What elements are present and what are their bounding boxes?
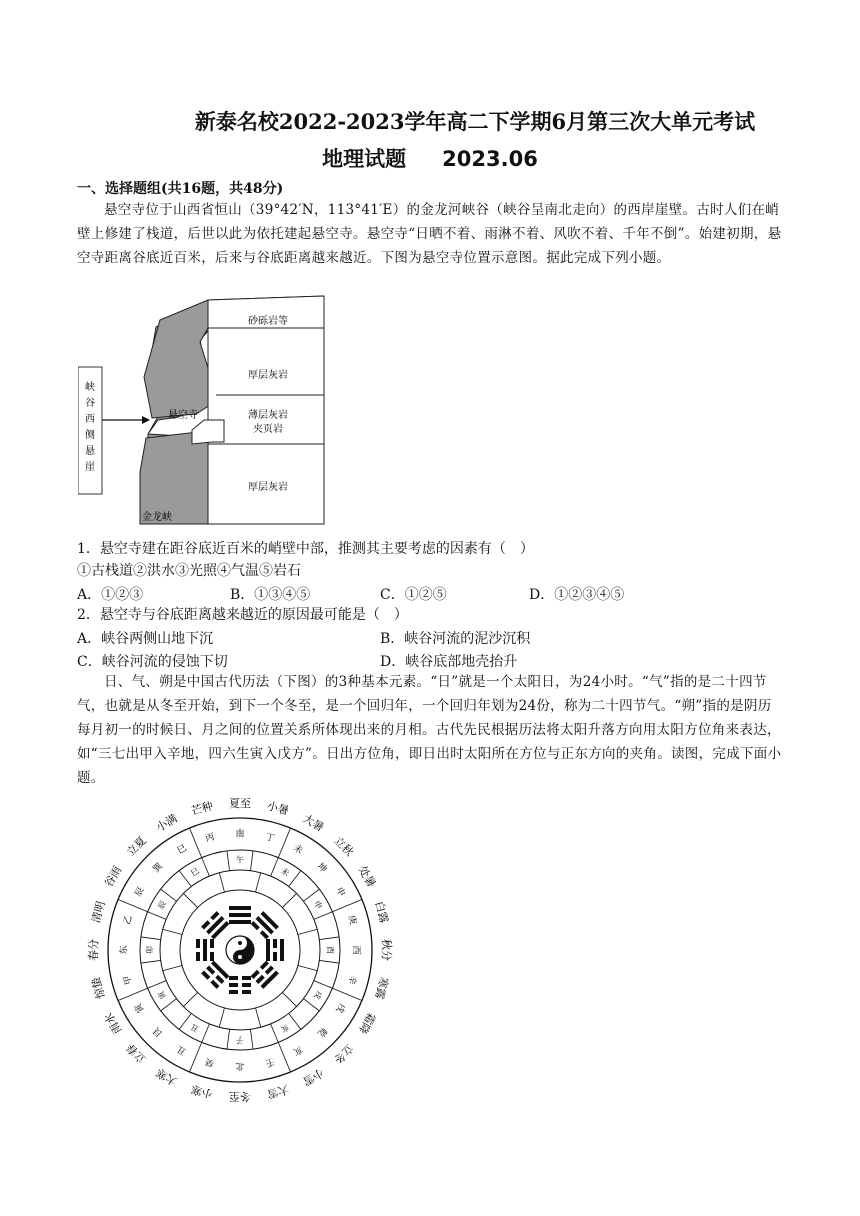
divider-line (298, 966, 317, 971)
branch-label: 亥 (279, 1022, 291, 1034)
divider-line (141, 960, 161, 963)
divider-line (202, 1024, 210, 1042)
divider-line (161, 889, 177, 901)
divider-line (179, 1013, 191, 1029)
layer-label-4: 厚层灰岩 (248, 482, 288, 493)
divider-line (183, 893, 197, 907)
trigram-icon (201, 961, 229, 989)
divider-line (303, 889, 319, 901)
solar-term-label: 冬至 (229, 1090, 251, 1103)
layer-label-2: 厚层灰岩 (248, 370, 288, 381)
q2-option-c[interactable]: C．峡谷河流的侵蚀下切 (77, 654, 228, 670)
divider-line (183, 992, 197, 1006)
direction-label: 未 (291, 843, 305, 857)
solar-term-label: 大寒 (153, 1065, 180, 1089)
solar-term-label: 大暑 (300, 811, 327, 835)
direction-label: 辛 (345, 974, 358, 986)
direction-label: 丁 (264, 832, 276, 845)
solar-term-label: 夏至 (229, 797, 251, 810)
solar-term-label: 谷雨 (101, 863, 125, 890)
passage-2: 日、气、朔是中国古代历法（下图）的3种基本元素。“日”就是一个太阳日，为24小时。“气”指的是二十四节气，也就是从冬至开始，到下一个冬至，是一个回归年，一个回归年划为24份，称为二十四节气。“朔”指的是阴历每月初一的时候日、月之间的位置关系所体现出来的月相。古代先民根据历法将太阳升落方向用太阳方位角来表达，如“三七出甲入辛地，四六生寅入戊方”。日出方位角，即日出时太阳所在方位与正东方向的夹角。读图，完成下面小题。 (77, 674, 782, 786)
branch-label: 未 (279, 866, 291, 878)
divider-line (314, 912, 332, 920)
divider-line (289, 871, 301, 887)
branch-label: 申 (312, 899, 324, 911)
direction-label: 南 (235, 829, 245, 840)
q1-option-a[interactable]: A．①②③ (77, 587, 144, 603)
q1-option-b[interactable]: B．①③④⑤ (230, 587, 311, 603)
q2-option-d[interactable]: D．峡谷底部地壳抬升 (380, 654, 518, 670)
divider-line (163, 929, 182, 934)
divider-line (163, 966, 182, 971)
direction-label: 甲 (122, 974, 135, 986)
layer-label-3b: 夹页岩 (253, 424, 283, 435)
branch-label: 卯 (145, 946, 155, 954)
divider-line (118, 899, 148, 911)
divider-line (256, 873, 261, 892)
divider-line (278, 1042, 290, 1072)
solar-term-label: 清明 (89, 899, 108, 925)
yin-yang-icon (226, 936, 254, 964)
layer-label-3: 薄层灰岩 (248, 410, 288, 421)
valley-label: 金龙峡 (142, 512, 172, 523)
cliff-lower (140, 432, 214, 524)
divider-line (148, 981, 166, 989)
direction-label: 寅 (133, 1001, 147, 1015)
solar-term-label: 惊蛰 (89, 975, 108, 1001)
q2-option-b[interactable]: B．峡谷河流的泥沙沉积 (380, 631, 531, 647)
solar-term-label: 立秋 (331, 834, 356, 859)
direction-label: 乾 (314, 1024, 329, 1039)
branch-label: 酉 (325, 946, 335, 954)
solar-term-label: 寒露 (372, 975, 391, 1001)
divider-line (202, 858, 210, 876)
trigram-icon (229, 906, 251, 924)
exam-date: 2023.06 (442, 147, 538, 171)
solar-term-label: 雨水 (101, 1010, 125, 1037)
direction-label: 戌 (333, 1001, 347, 1015)
layer-label-1: 砂砾岩等 (248, 316, 288, 327)
direction-label: 癸 (204, 1055, 216, 1068)
divider-line (332, 988, 362, 1000)
branch-label: 辰 (156, 899, 168, 911)
solar-term-label: 霜降 (355, 1010, 379, 1037)
solar-term-label: 立冬 (331, 1041, 356, 1066)
divider-line (298, 929, 317, 934)
direction-label: 壬 (264, 1055, 276, 1068)
question-2-stem: 2．悬空寺与谷底距离越来越近的原因最可能是（ ） (77, 607, 408, 623)
divider-line (179, 871, 191, 887)
direction-label: 艮 (151, 1024, 166, 1039)
solar-term-label: 白露 (372, 899, 391, 925)
solar-term-label: 小寒 (189, 1082, 215, 1101)
branch-label: 巳 (189, 866, 201, 878)
solar-term-label: 立夏 (124, 834, 149, 859)
arrow-head (142, 416, 150, 424)
direction-label: 辰 (133, 885, 147, 899)
divider-line (250, 851, 253, 871)
trigram-icon (201, 911, 229, 939)
direction-label: 亥 (291, 1043, 305, 1057)
direction-label: 东 (119, 945, 130, 955)
divider-line (282, 893, 296, 907)
question-1-stem: 1．悬空寺建在距谷底近百米的峭壁中部，推测其主要考虑的因素有（ ） (77, 541, 534, 557)
divider-line (189, 1042, 201, 1072)
q1-option-c[interactable]: C．①②⑤ (380, 587, 447, 603)
branch-label: 子 (236, 1035, 244, 1045)
direction-label: 巳 (175, 843, 189, 857)
branch-label: 丑 (189, 1022, 201, 1034)
solar-term-label: 芒种 (189, 799, 215, 818)
trigram-icon (251, 961, 279, 989)
divider-line (319, 960, 339, 963)
direction-label: 坤 (314, 861, 329, 876)
divider-line (141, 937, 161, 940)
direction-label: 庚 (345, 914, 358, 926)
q2-option-a[interactable]: A．峡谷两侧山地下沉 (77, 631, 214, 647)
figure-solar-terms-wheel (82, 790, 398, 1106)
divider-line (161, 999, 177, 1011)
divider-line (219, 873, 224, 892)
branch-label: 午 (236, 855, 244, 865)
trigram-icon (196, 939, 214, 961)
direction-label: 丙 (204, 832, 216, 845)
direction-label: 申 (333, 885, 347, 899)
trigram-icon (266, 939, 284, 961)
divider-line (314, 981, 332, 989)
divider-line (278, 828, 290, 858)
question-1-items: ①古栈道②洪水③光照④气温⑤岩石 (77, 563, 301, 579)
divider-line (250, 1029, 253, 1049)
trigram-icon (229, 976, 251, 994)
subject-title: 地理试题 (322, 146, 407, 171)
divider-line (319, 937, 339, 940)
solar-term-label: 小暑 (265, 799, 291, 818)
divider-line (189, 828, 201, 858)
direction-label: 北 (235, 1060, 245, 1071)
passage-1: 悬空寺位于山西省恒山（39°42′N，113°41′E）的金龙河峡谷（峡谷呈南北走向）的西岸崖壁。古时人们在峭壁上修建了栈道，后世以此为依托建起悬空寺。悬空寺“日晒不着、雨淋不着、风吹不着、千年不倒”。始建初期，悬空寺距离谷底近百米，后来与谷底距离越来越近。下图为悬空寺位置示意图。据此完成下列小题。 (77, 202, 782, 266)
exam-title: 新泰名校2022-2023学年高二下学期6月第三次大单元考试 (194, 109, 756, 134)
temple-label: 悬空寺 (168, 410, 198, 421)
solar-term-label: 小雪 (300, 1065, 327, 1089)
trigram-icon (251, 911, 279, 939)
divider-line (227, 1029, 230, 1049)
figure-temple-diagram (78, 292, 328, 528)
divider-line (271, 858, 279, 876)
direction-label: 西 (350, 945, 361, 955)
divider-line (332, 899, 362, 911)
divider-line (118, 988, 148, 1000)
q1-option-d[interactable]: D．①②③④⑤ (529, 587, 625, 603)
direction-label: 丑 (175, 1043, 189, 1057)
branch-label: 寅 (156, 989, 168, 1001)
exam-subtitle (0, 143, 860, 173)
divider-line (148, 912, 166, 920)
direction-label: 乙 (122, 914, 135, 926)
divider-line (303, 999, 319, 1011)
solar-term-label: 秋分 (380, 939, 393, 961)
solar-term-label: 小满 (153, 811, 180, 835)
section-heading: 一、选择题组(共16题，共48分) (77, 181, 284, 197)
solar-term-label: 春分 (87, 939, 100, 961)
divider-line (256, 1008, 261, 1027)
branch-label: 戌 (312, 989, 324, 1001)
solar-term-label: 大雪 (265, 1082, 291, 1101)
side-label: 峡谷西侧悬崖 (85, 382, 95, 473)
divider-line (227, 851, 230, 871)
temple-block (192, 420, 224, 444)
divider-line (219, 1008, 224, 1027)
divider-line (289, 1013, 301, 1029)
divider-line (282, 992, 296, 1006)
direction-label: 巽 (151, 861, 166, 876)
solar-term-label: 立春 (124, 1041, 149, 1066)
solar-term-label: 处暑 (355, 863, 379, 890)
divider-line (271, 1024, 279, 1042)
